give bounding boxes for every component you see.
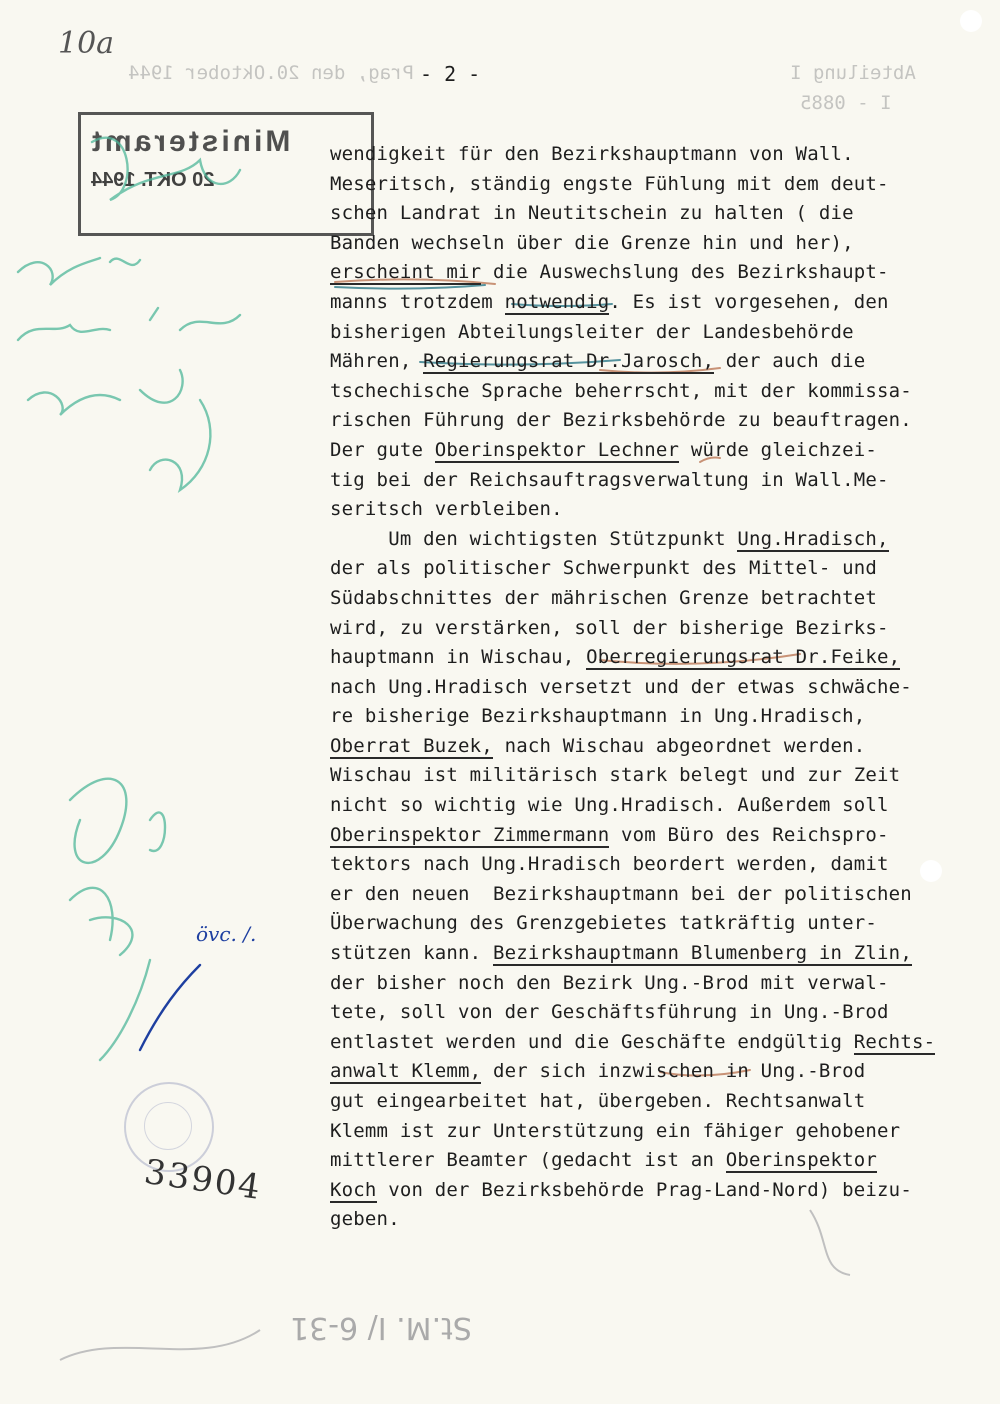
text-segment: mittlerer Beamter (gedacht ist an xyxy=(330,1149,726,1172)
text-segment: rischen Führung der Bezirksbehörde zu beauftragen. xyxy=(330,409,912,432)
text-segment: schen Landrat in Neutitschein zu halten ( die xyxy=(330,202,854,225)
text-segment: würde gleichzei- xyxy=(679,438,878,461)
handwritten-note: övc. /. xyxy=(196,922,257,946)
text-segment: geben. xyxy=(330,1208,400,1231)
text-line xyxy=(330,288,970,318)
text-segment: Mähren, xyxy=(330,350,424,373)
bleed-through-date: Prag, den 20.Oktober 1944 xyxy=(128,62,414,84)
stamp-title: Ministeramt xyxy=(89,125,291,158)
text-line xyxy=(330,761,970,791)
text-segment: Südabschnittes der mährischen Grenze betrachtet xyxy=(330,586,878,609)
text-line xyxy=(330,466,970,496)
text-line xyxy=(330,436,970,466)
text-segment: manns trotzdem xyxy=(330,290,505,313)
text-line xyxy=(330,347,970,377)
text-line xyxy=(330,909,970,939)
underlined-name: Oberinspektor Lechner xyxy=(434,438,680,461)
bleed-through-reference: I - 0885 xyxy=(800,92,892,114)
text-line xyxy=(330,1205,970,1235)
text-segment: wird, zu verstärken, soll der bisherige Bezirks- xyxy=(330,616,889,639)
inverted-pencil-note: St.M. I/ 6-31 xyxy=(290,1310,472,1345)
underlined-name: Ung.Hradisch, xyxy=(737,527,889,550)
punch-hole xyxy=(920,860,942,882)
text-segment: Wischau ist militärisch stark belegt und zur Zeit xyxy=(330,764,901,787)
text-segment: vom Büro des Reichspro- xyxy=(609,823,889,846)
underlined-name: Oberinspektor xyxy=(725,1149,878,1172)
text-line xyxy=(330,1057,970,1087)
text-line xyxy=(330,1028,970,1058)
underlined-name: Oberregierungsrat Dr.Feike, xyxy=(586,646,901,669)
text-line xyxy=(330,969,970,999)
text-line xyxy=(330,1117,970,1147)
text-segment: stützen kann. xyxy=(330,942,493,965)
text-line xyxy=(330,1176,970,1206)
text-segment: tschechische Sprache beherrscht, mit der kommissa- xyxy=(330,379,912,402)
archive-number: 33904 xyxy=(141,1151,265,1209)
text-line xyxy=(330,643,970,673)
text-line xyxy=(330,554,970,584)
text-segment: Um den wichtigsten Stützpunkt xyxy=(330,527,738,550)
underlined-name: Oberrat Buzek, xyxy=(330,734,493,757)
text-segment: tektors nach Ung.Hradisch beordert werden, damit xyxy=(330,853,889,876)
underlined-name: Bezirkshauptmann Blumenberg in Zlin, xyxy=(492,942,912,965)
text-line xyxy=(330,318,970,348)
text-segment: von der Bezirksbehörde Prag-Land-Nord) beizu- xyxy=(376,1178,912,1201)
text-segment: Der gute xyxy=(330,438,435,461)
text-segment: re bisherige Bezirkshauptmann in Ung.Hradisch, xyxy=(330,705,866,728)
text-segment: Meseritsch, ständig engste Fühlung mit dem deut- xyxy=(330,172,889,195)
text-segment: gut eingearbeitet hat, übergeben. Rechtsanwalt xyxy=(330,1090,866,1112)
text-line xyxy=(330,258,970,288)
text-line xyxy=(330,880,970,910)
text-line xyxy=(330,1146,970,1176)
text-line xyxy=(330,170,970,200)
text-line xyxy=(330,850,970,880)
text-segment: hauptmann in Wischau, xyxy=(330,646,587,669)
text-segment: nicht so wichtig wie Ung.Hradisch. Außerdem soll xyxy=(330,794,889,817)
text-line xyxy=(330,702,970,732)
text-line xyxy=(330,673,970,703)
text-line xyxy=(330,584,970,614)
text-line xyxy=(330,939,970,969)
text-segment: bisherigen Abteilungsleiter der Landesbehörde xyxy=(330,320,854,343)
text-line xyxy=(330,614,970,644)
text-segment: Klemm ist zur Unterstützung ein fähiger gehobener xyxy=(330,1119,901,1142)
text-segment: der sich inzwischen in Ung.-Brod xyxy=(481,1060,866,1083)
text-segment: nach Ung.Hradisch versetzt und der etwas schwäche- xyxy=(330,675,912,698)
letter-body xyxy=(330,140,970,1235)
text-segment: er den neuen Bezirkshauptmann bei der politischen xyxy=(330,882,912,905)
underlined-name: anwalt Klemm, xyxy=(330,1060,482,1083)
text-segment: der bisher noch den Bezirk Ung.-Brod mit verwal- xyxy=(330,971,889,994)
bleed-through-department: Abteilung I xyxy=(790,62,916,84)
text-segment: Überwachung des Grenzgebietes tatkräftig unter- xyxy=(330,912,878,935)
text-segment: nach Wischau abgeordnet werden. xyxy=(492,734,866,757)
text-line xyxy=(330,732,970,762)
text-segment: der auch die xyxy=(714,350,866,373)
text-segment: entlastet werden und die Geschäfte endgültig xyxy=(330,1030,854,1053)
underlined-name: notwendig xyxy=(504,290,610,313)
text-line xyxy=(330,406,970,436)
text-segment: . Es ist vorgesehen, den xyxy=(609,290,889,313)
text-segment: der als politischer Schwerpunkt des Mittel- und xyxy=(330,557,878,580)
text-line xyxy=(330,1087,970,1117)
punch-hole xyxy=(960,10,982,32)
text-line xyxy=(330,229,970,259)
text-line xyxy=(330,140,970,170)
underlined-name: Oberinspektor Zimmermann xyxy=(330,823,610,846)
underlined-name: Rechts- xyxy=(853,1030,936,1053)
page-number: - 2 - xyxy=(420,62,481,86)
text-segment: tete, soll von der Geschäftsführung in Ung.-Brod xyxy=(330,1001,889,1024)
underlined-name: Regierungsrat Dr.Jarosch, xyxy=(423,350,715,373)
text-line xyxy=(330,998,970,1028)
text-line xyxy=(330,821,970,851)
text-line xyxy=(330,199,970,229)
underlined-name: erscheint mir xyxy=(330,261,482,284)
text-line xyxy=(330,495,970,525)
text-line xyxy=(330,525,970,555)
handwritten-folio-number: 10a xyxy=(58,26,115,61)
underlined-name: Koch xyxy=(330,1178,377,1201)
text-line xyxy=(330,791,970,821)
stamp-date: 20 OKT. 1944 xyxy=(91,169,215,191)
text-segment: seritsch verbleiben. xyxy=(330,498,563,521)
text-segment: die Auswechslung des Bezirkshaupt- xyxy=(481,261,889,284)
text-line xyxy=(330,377,970,407)
text-segment: Banden wechseln über die Grenze hin und her), xyxy=(330,231,854,254)
text-segment: tig bei der Reichsauftragsverwaltung in Wall.Me- xyxy=(330,468,889,491)
text-segment: wendigkeit für den Bezirkshauptmann von Wall. xyxy=(330,143,854,165)
